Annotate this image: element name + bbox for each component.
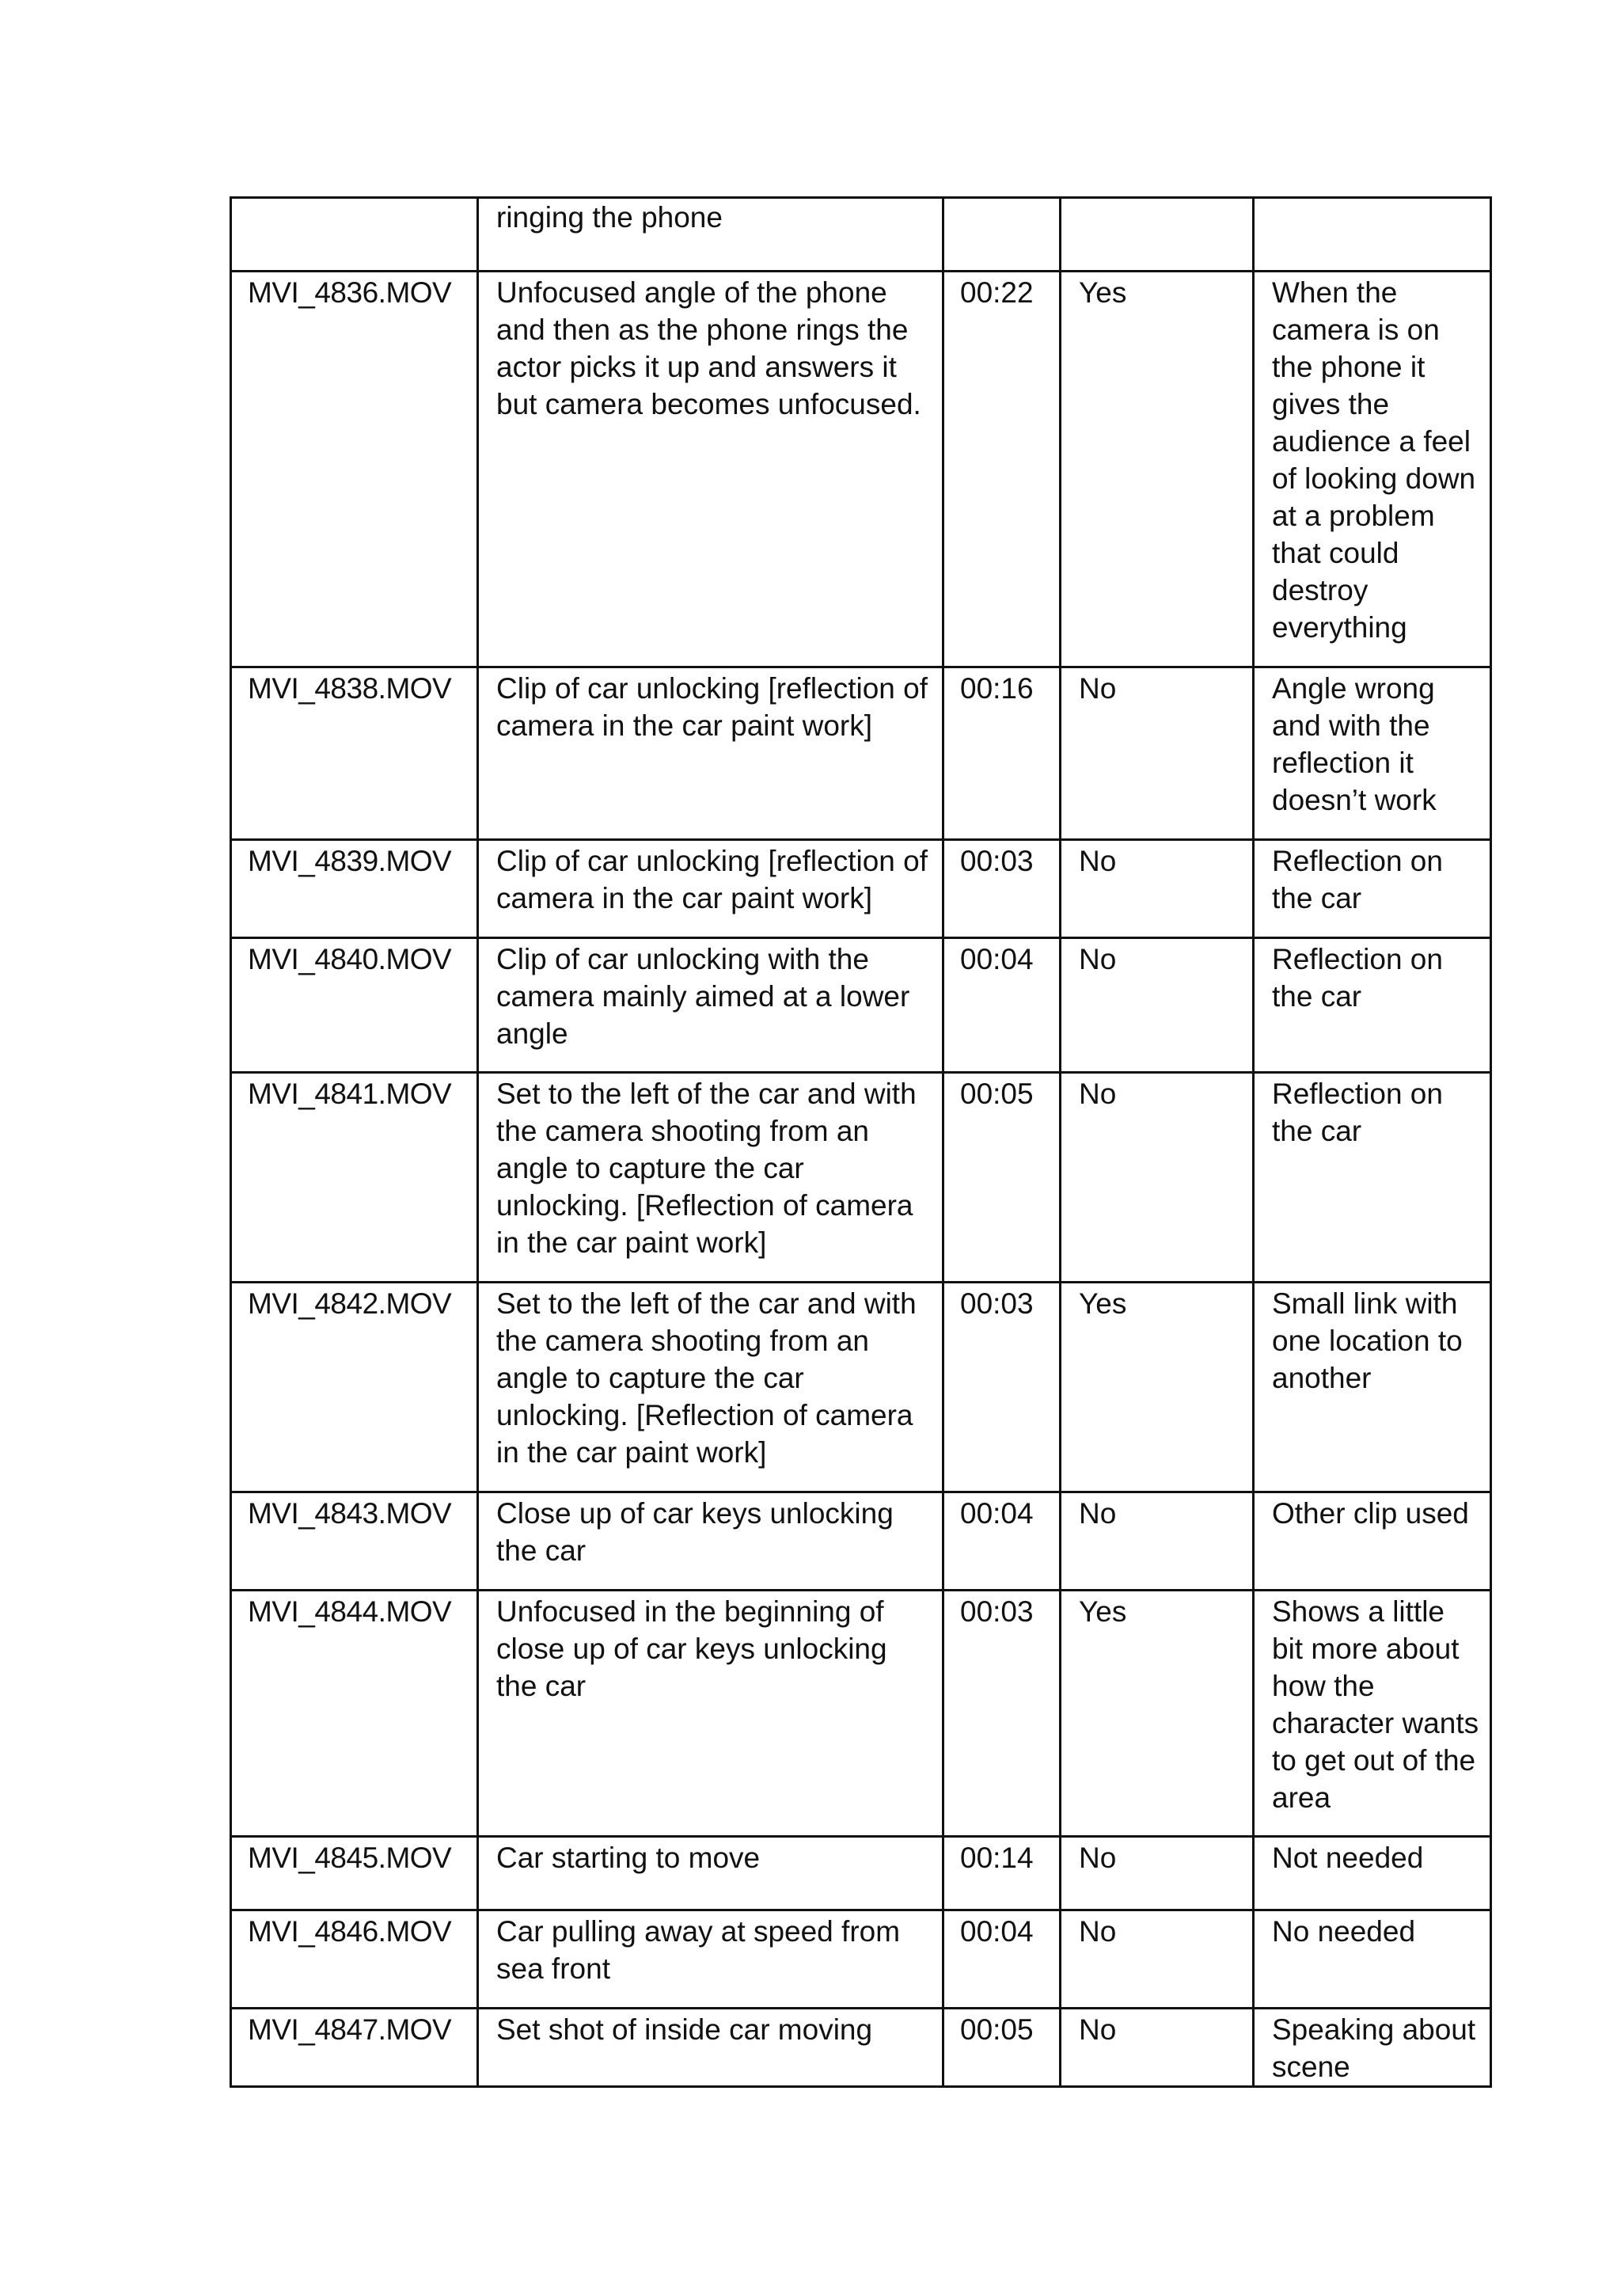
used-cell: No (1061, 1073, 1254, 1283)
description-cell: Close up of car keys unlocking the car (478, 1492, 943, 1591)
file-name-cell: MVI_4844.MOV (231, 1591, 478, 1837)
used-cell: Yes (1061, 1283, 1254, 1492)
description-cell: Clip of car unlocking with the camera mainly aimed at a lower angle (478, 938, 943, 1073)
notes-cell: Reflection on the car (1254, 938, 1491, 1073)
description-cell: ringing the phone (478, 198, 943, 272)
notes-cell: Reflection on the car (1254, 1073, 1491, 1283)
used-cell: No (1061, 840, 1254, 938)
file-name-cell: MVI_4842.MOV (231, 1283, 478, 1492)
duration-cell: 00:03 (943, 1283, 1061, 1492)
duration-cell: 00:14 (943, 1837, 1061, 1910)
used-cell: No (1061, 1492, 1254, 1591)
notes-cell: Angle wrong and with the reflection it doesn’t work (1254, 667, 1491, 840)
duration-cell: 00:03 (943, 1591, 1061, 1837)
used-cell: Yes (1061, 1591, 1254, 1837)
used-cell: No (1061, 938, 1254, 1073)
used-cell (1061, 198, 1254, 272)
duration-cell: 00:05 (943, 1073, 1061, 1283)
duration-cell (943, 198, 1061, 272)
table-row (231, 1591, 1491, 1837)
duration-cell: 00:03 (943, 840, 1061, 938)
notes-cell: Small link with one location to another (1254, 1283, 1491, 1492)
notes-cell: Reflection on the car (1254, 840, 1491, 938)
file-name-cell: MVI_4838.MOV (231, 667, 478, 840)
description-cell: Unfocused in the beginning of close up of car keys unlocking the car (478, 1591, 943, 1837)
description-cell: Unfocused angle of the phone and then as the phone rings the actor picks it up and answers it but camera becomes unfocused. (478, 272, 943, 667)
file-name-cell: MVI_4843.MOV (231, 1492, 478, 1591)
description-cell: Clip of car unlocking [reflection of camera in the car paint work] (478, 667, 943, 840)
used-cell: No (1061, 1910, 1254, 2009)
table-row (231, 272, 1491, 667)
table-row (231, 1837, 1491, 1910)
file-name-cell: MVI_4847.MOV (231, 2009, 478, 2087)
description-cell: Car starting to move (478, 1837, 943, 1910)
table-row (231, 1073, 1491, 1283)
notes-cell: No needed (1254, 1910, 1491, 2009)
duration-cell: 00:04 (943, 938, 1061, 1073)
description-cell: Set to the left of the car and with the camera shooting from an angle to capture the car unlocking. [Reflection of camera in the car paint work] (478, 1283, 943, 1492)
description-cell: Clip of car unlocking [reflection of camera in the car paint work] (478, 840, 943, 938)
used-cell: No (1061, 1837, 1254, 1910)
table-row (231, 1910, 1491, 2009)
notes-cell (1254, 198, 1491, 272)
table-row (231, 2009, 1491, 2087)
table-row (231, 840, 1491, 938)
duration-cell: 00:22 (943, 272, 1061, 667)
table-row (231, 1492, 1491, 1591)
description-cell: Car pulling away at speed from sea front (478, 1910, 943, 2009)
file-name-cell: MVI_4839.MOV (231, 840, 478, 938)
duration-cell: 00:04 (943, 1492, 1061, 1591)
table-row (231, 1283, 1491, 1492)
notes-cell: Speaking about scene (1254, 2009, 1491, 2087)
notes-cell: Not needed (1254, 1837, 1491, 1910)
clip-log-table (230, 196, 1492, 2088)
used-cell: Yes (1061, 272, 1254, 667)
file-name-cell: MVI_4846.MOV (231, 1910, 478, 2009)
file-name-cell (231, 198, 478, 272)
notes-cell: Shows a little bit more about how the character wants to get out of the area (1254, 1591, 1491, 1837)
file-name-cell: MVI_4840.MOV (231, 938, 478, 1073)
file-name-cell: MVI_4845.MOV (231, 1837, 478, 1910)
table-row (231, 667, 1491, 840)
used-cell: No (1061, 667, 1254, 840)
duration-cell: 00:16 (943, 667, 1061, 840)
notes-cell: Other clip used (1254, 1492, 1491, 1591)
notes-cell: When the camera is on the phone it gives the audience a feel of looking down at a problem that could destroy everything (1254, 272, 1491, 667)
used-cell: No (1061, 2009, 1254, 2087)
file-name-cell: MVI_4836.MOV (231, 272, 478, 667)
duration-cell: 00:04 (943, 1910, 1061, 2009)
file-name-cell: MVI_4841.MOV (231, 1073, 478, 1283)
table-row (231, 198, 1491, 272)
table-row (231, 938, 1491, 1073)
description-cell: Set shot of inside car moving (478, 2009, 943, 2087)
duration-cell: 00:05 (943, 2009, 1061, 2087)
description-cell: Set to the left of the car and with the camera shooting from an angle to capture the car unlocking. [Reflection of camera in the car paint work] (478, 1073, 943, 1283)
